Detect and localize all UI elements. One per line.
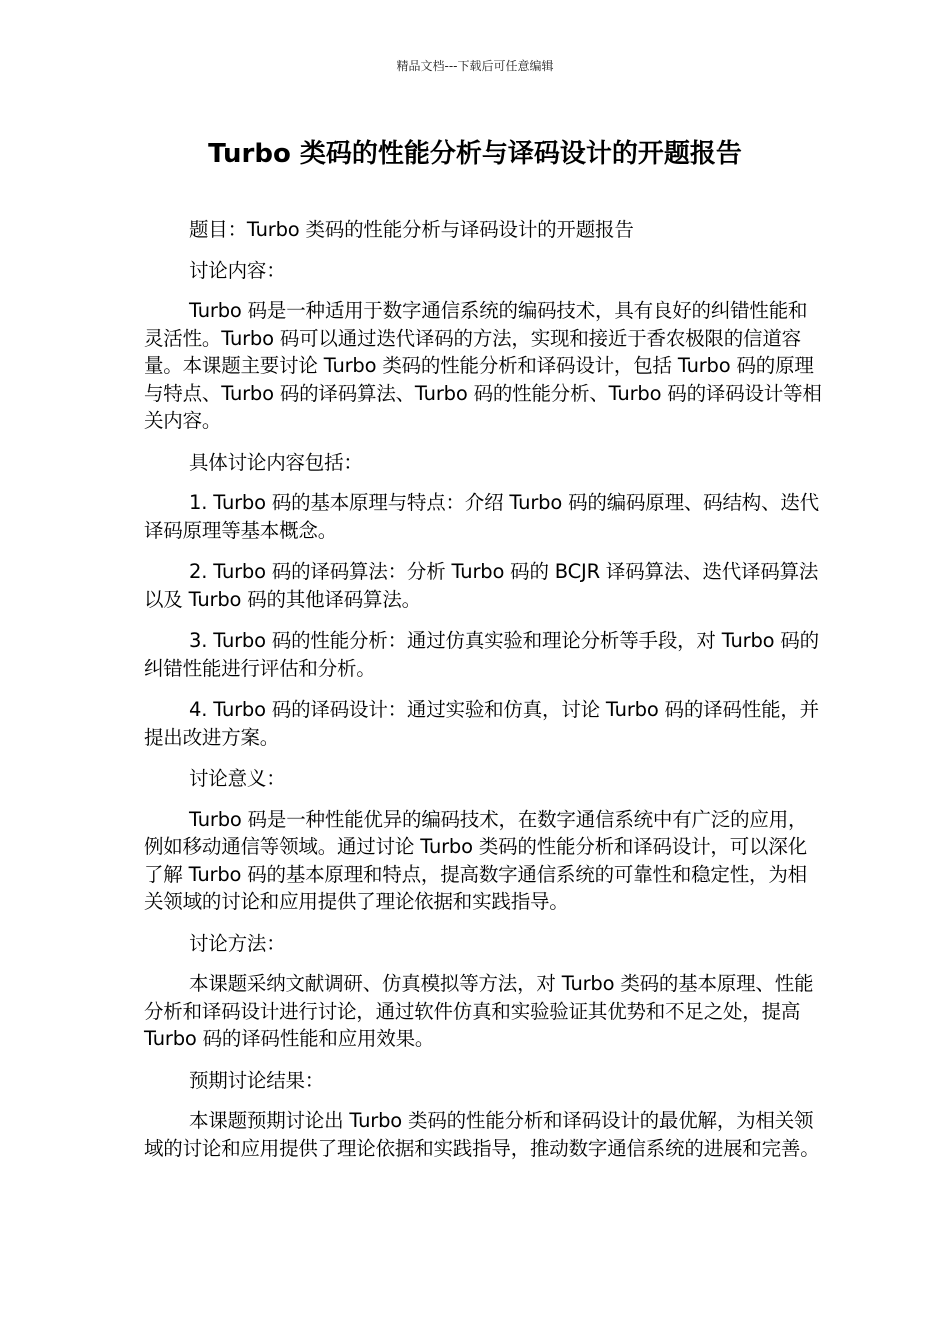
section-heading-content: 讨论内容： bbox=[189, 258, 286, 282]
list-item-4: 4. Turbo 码的译码设计：通过实验和仿真，讨论 Turbo 码的译码性能，并提出改进方案。 bbox=[144, 698, 819, 749]
document-title: Turbo 类码的性能分析与译码设计的开题报告 bbox=[208, 139, 742, 169]
paragraph-expected-results: 本课题预期讨论出 Turbo 类码的性能分析和译码设计的最优解，为相关领域的讨论和应用提供了理论依据和实践指导，推动数字通信系统的进展和完善。 bbox=[144, 1109, 820, 1160]
topic-line: 题目：Turbo 类码的性能分析与译码设计的开题报告 bbox=[189, 218, 634, 241]
header-note: 精品文档---下载后可任意编辑 bbox=[396, 59, 554, 73]
document-body bbox=[144, 216, 824, 1176]
section-heading-method: 讨论方法： bbox=[189, 931, 286, 955]
list-item-2: 2. Turbo 码的译码算法：分析 Turbo 码的 BCJR 译码算法、迭代译码算法以及 Turbo 码的其他译码算法。 bbox=[144, 560, 819, 611]
list-item-3: 3. Turbo 码的性能分析：通过仿真实验和理论分析等手段，对 Turbo 码的纠错性能进行评估和分析。 bbox=[144, 629, 819, 680]
paragraph-method: 本课题采纳文献调研、仿真模拟等方法，对 Turbo 类码的基本原理、性能分析和译码设计进行讨论，通过软件仿真和实验验证其优势和不足之处，提高 Turbo 码的译码性能和应用效果。 bbox=[144, 972, 814, 1050]
section-heading-expected-results: 预期讨论结果： bbox=[189, 1068, 325, 1092]
section-heading-significance: 讨论意义： bbox=[189, 767, 286, 790]
list-item-1: 1. Turbo 码的基本原理与特点：介绍 Turbo 码的编码原理、码结构、迭代译码原理等基本概念。 bbox=[144, 491, 819, 542]
paragraph-intro: Turbo 码是一种适用于数字通信系统的编码技术，具有良好的纠错性能和灵活性。Turbo 码可以通过迭代译码的方法，实现和接近于香农极限的信道容量。本课题主要讨论 Turbo 类码的性能分析和译码设计，包括 Turbo 码的原理与特点、Turbo 码的译码算法、Turbo 码的性能分析、Turbo 码的译码设计等相关内容。 bbox=[144, 299, 822, 432]
paragraph-significance: Turbo 码是一种性能优异的编码技术，在数字通信系统中有广泛的应用，例如移动通信等领域。通过讨论 Turbo 类码的性能分析和译码设计，可以深化了解 Turbo 码的基本原理和特点，提高数字通信系统的可靠性和稳定性，为相关领域的讨论和应用提供了理论依据和实践指导。 bbox=[144, 807, 808, 913]
section-heading-details: 具体讨论内容包括： bbox=[189, 450, 363, 474]
